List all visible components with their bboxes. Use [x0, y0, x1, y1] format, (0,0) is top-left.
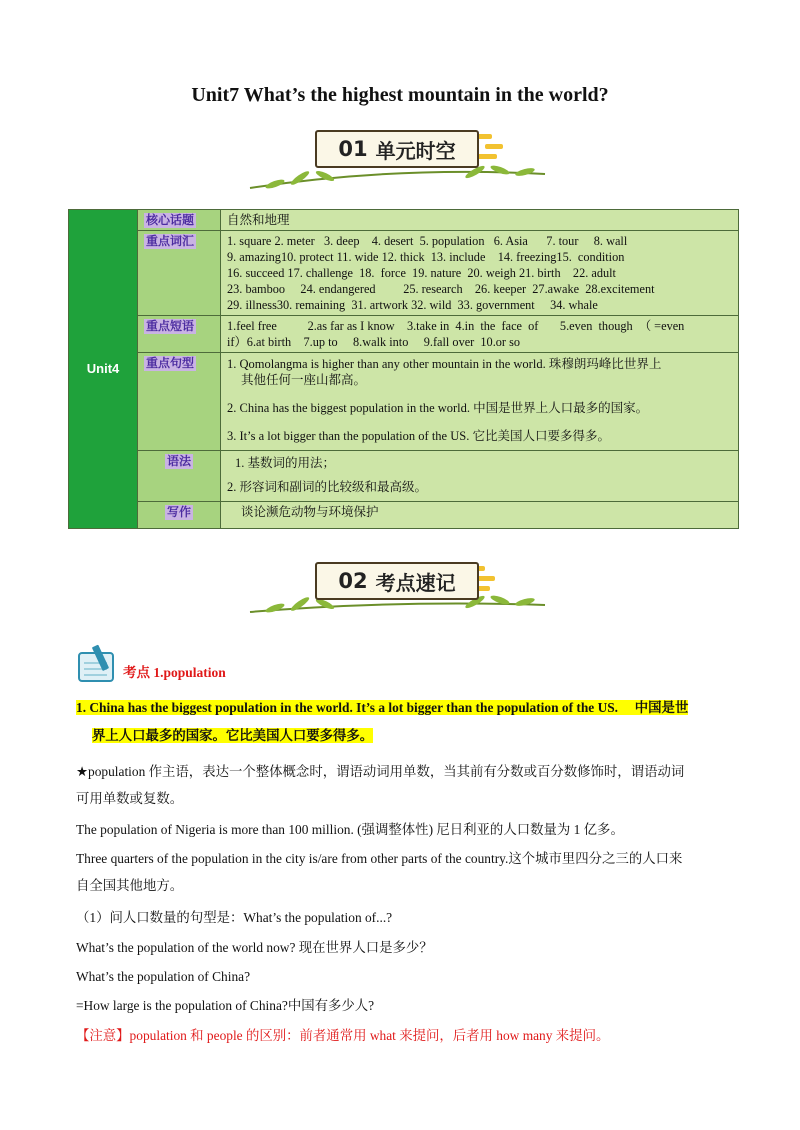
topic-text: 自然和地理	[227, 213, 290, 227]
unit-name-cell: Unit4	[69, 210, 138, 529]
row-label: 重点词汇	[146, 234, 195, 248]
explanation-p1: ★population 作主语，表达一个整体概念时，谓语动词用单数，当其前有分数或百分数修饰时，谓语动词 可用单数或复数。	[76, 764, 685, 806]
unit-overview-table	[68, 209, 739, 529]
vocab-line: 23. bamboo 24. endangered 25. research 26. keeper 27.awake 28.excitement	[227, 282, 655, 296]
vocab-line: 16. succeed 17. challenge 18. force 19. nature 20. weigh 21. birth 22. adult	[227, 266, 616, 280]
banner-text: 单元时空	[375, 138, 456, 163]
grammar-line: 2. 形容词和副词的比较级和最高级。	[227, 480, 428, 494]
grammar-line: 1. 基数词的用法；	[235, 456, 336, 470]
row-label: 重点句型	[146, 356, 195, 370]
section-banner-02	[245, 560, 555, 635]
example-p6: What’s the population of China?	[76, 969, 251, 984]
phrase-line: if）6.at birth 7.up to 8.walk into 9.fall over 10.or so	[227, 335, 521, 349]
key-point-heading	[77, 643, 226, 683]
table-row	[69, 210, 739, 231]
row-label: 核心话题	[146, 213, 195, 227]
row-label: 语法	[166, 454, 191, 468]
table-row	[69, 316, 739, 353]
highlighted-sentence: 1. China has the biggest population in the world. It’s a lot bigger than the population of the US. 中国是世 界上人口最多的国家。它比美国人口要多得多。	[76, 700, 689, 743]
banner-text: 考点速记	[375, 570, 456, 595]
example-p5: What’s the population of the world now? 现在世界人口是多少？	[76, 940, 433, 955]
row-label: 写作	[166, 505, 191, 519]
sentence: 3. It’s a lot bigger than the population of the US. 它比美国人口要多得多。	[227, 429, 610, 443]
example-p2: The population of Nigeria is more than 100 million. (强调整体性) 尼日利亚的人口数量为 1 亿多。	[76, 822, 624, 837]
table-row	[69, 231, 739, 316]
vocab-line: 9. amazing10. protect 11. wide 12. thick 13. include 14. freezing15. condition	[227, 250, 625, 264]
phrases-content	[221, 316, 739, 353]
document-title: Unit7 What’s the highest mountain in the world?	[191, 84, 609, 106]
vocabulary-content	[221, 231, 739, 316]
table-row	[69, 353, 739, 451]
row-label: 重点短语	[146, 319, 195, 333]
example-p3: Three quarters of the population in the city is/are from other parts of the country.这个城市里四分之三的人口来 自全国其他地方。	[76, 851, 683, 893]
note: 【注意】population 和 people 的区别：前者通常用 what 来提问，后者用 how many 来提问。	[76, 1028, 610, 1043]
topic-content	[221, 210, 739, 231]
key-point-label: 考点 1.population	[123, 665, 226, 680]
notebook-pencil-icon	[77, 643, 119, 683]
grammar-content	[221, 451, 739, 502]
vocab-line: 1. square 2. meter 3. deep 4. desert 5. population 6. Asia 7. tour 8. wall	[227, 234, 628, 248]
phrase-line: 1.feel free 2.as far as I know 3.take in 4.in the face of 5.even though （ =even	[227, 319, 685, 333]
sentence: 2. China has the biggest population in the world. 中国是世界上人口最多的国家。	[227, 401, 649, 415]
question-pattern: （1）问人口数量的句型是：What’s the population of...?	[76, 910, 393, 925]
sentences-content	[221, 353, 739, 451]
example-p7: =How large is the population of China?中国有多少人?	[76, 998, 375, 1013]
writing-line: 谈论濒危动物与环境保护	[241, 505, 379, 519]
table-row	[69, 502, 739, 529]
banner-number: 01	[338, 137, 368, 161]
writing-content	[221, 502, 739, 529]
table-row	[69, 451, 739, 502]
sentence: 1. Qomolangma is higher than any other mountain in the world. 珠穆朗玛峰比世界上 其他任何一座山都高。	[227, 357, 662, 387]
vocab-line: 29. illness30. remaining 31. artwork 32. wild 33. government 34. whale	[227, 298, 598, 312]
section-banner-01	[245, 126, 555, 201]
banner-number: 02	[338, 569, 368, 593]
